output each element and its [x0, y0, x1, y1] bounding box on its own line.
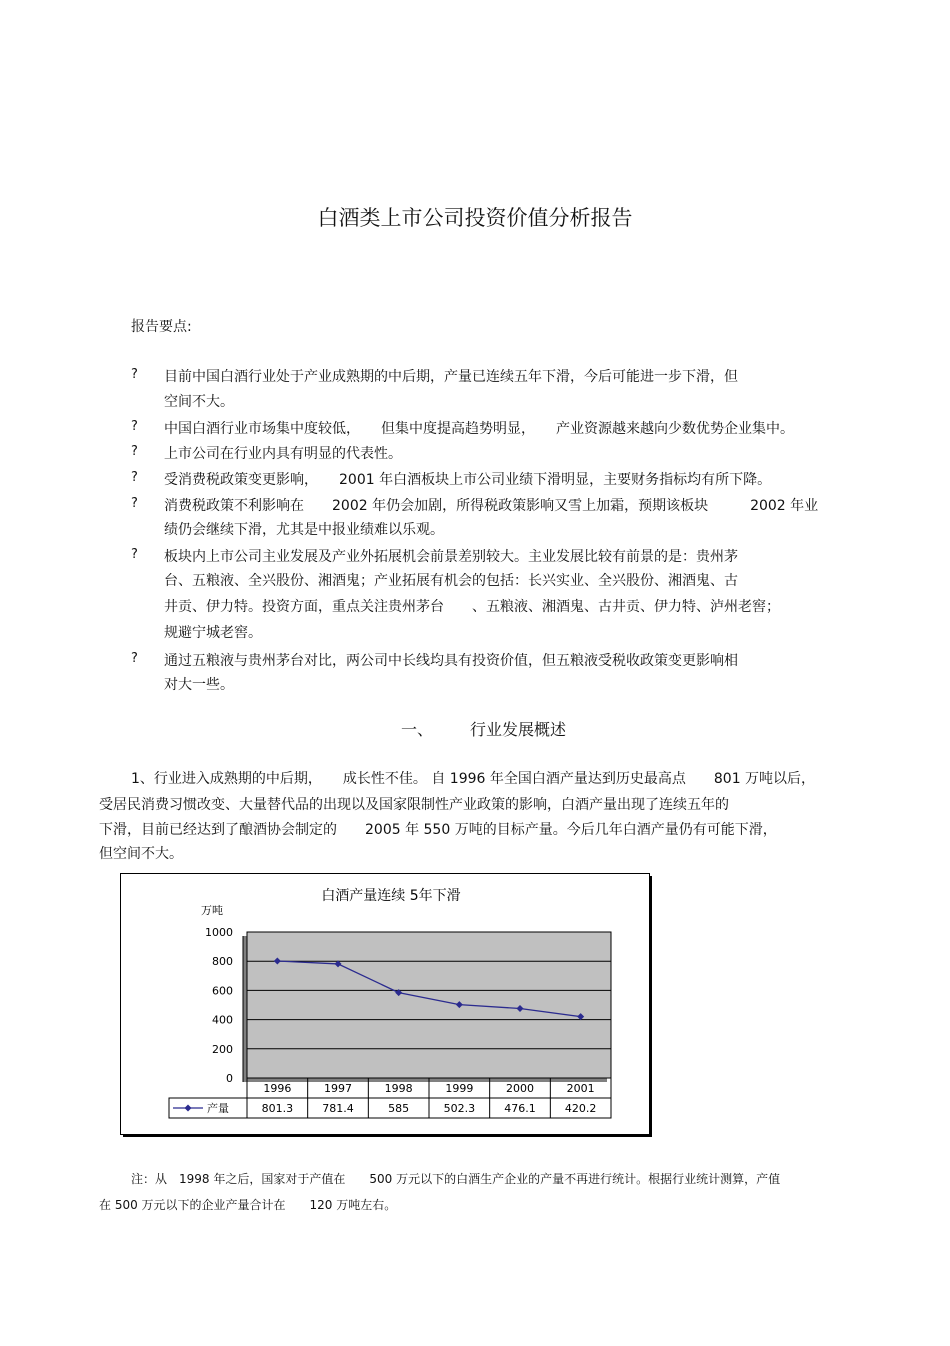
bullet-2-line-1: 中国白酒行业市场集中度较低， 但集中度提高趋势明显， 产业资源越来越向少数优势企业集中。 [164, 421, 794, 437]
data-label: 476.1 [504, 1102, 536, 1115]
document-title: 白酒类上市公司投资价值分析报告 [317, 206, 633, 230]
x-tick-label: 1997 [324, 1082, 352, 1095]
data-label: 801.3 [261, 1102, 294, 1115]
bullet-6-line-1: 板块内上市公司主业发展及产业外拓展机会前景差别较大。主业发展比较有前景的是：贵州茅 [164, 549, 738, 565]
bullet-1-line-1: 目前中国白酒行业处于产业成熟期的中后期，产量已连续五年下滑，今后可能进一步下滑，但 [164, 369, 738, 385]
bullet-4-line-1: 受消费税政策变更影响， 2001 年白酒板块上市公司业绩下滑明显，主要财务指标均有所下降。 [164, 472, 772, 488]
y-axis-unit-label: 万吨 [201, 904, 223, 917]
x-tick-label: 2000 [506, 1082, 534, 1095]
x-tick-label: 1999 [445, 1082, 474, 1095]
y-tick-label: 200 [212, 1042, 233, 1056]
paragraph-line-3: 下滑，目前已经达到了酿酒协会制定的 2005 年 550 万吨的目标产量。今后几年白酒产量仍有可能下滑， [99, 822, 777, 838]
chart-title: 白酒产量连续 5年下滑 [321, 888, 461, 904]
data-label: 502.3 [443, 1102, 476, 1115]
x-tick-label: 2001 [566, 1082, 595, 1095]
paragraph-line-4: 但空间不大。 [99, 846, 183, 862]
production-chart [120, 873, 650, 1135]
plot-area [205, 926, 611, 1085]
section-title: 行业发展概述 [470, 720, 567, 739]
bullet-marker: ? [131, 470, 138, 485]
plot-background [247, 932, 611, 1078]
bullet-3-line-1: 上市公司在行业内具有明显的代表性。 [164, 446, 402, 462]
paragraph-line-1: 1、行业进入成熟期的中后期， 成长性不佳。 自 1996 年全国白酒产量达到历史最高点 801 万吨以后， [131, 771, 816, 787]
x-tick-label: 1996 [263, 1082, 292, 1095]
data-label: 585 [388, 1102, 410, 1115]
bullet-marker: ? [131, 547, 138, 562]
legend-marker [185, 1105, 192, 1112]
legend-label: 产量 [207, 1102, 229, 1115]
y-tick-label: 800 [212, 955, 233, 969]
x-tick-label: 1998 [384, 1082, 413, 1095]
note-line-1: 注：从 1998 年之后，国家对于产值在 500 万元以下的白酒生产企业的产量不再进行统计。根据行业统计测算，产值 [131, 1172, 781, 1186]
paragraph-line-2: 受居民消费习惯改变、大量替代品的出现以及国家限制性产业政策的影响，白酒产量出现了连续五年的 [99, 797, 729, 813]
bullet-marker: ? [131, 496, 138, 511]
bullet-marker: ? [131, 444, 138, 459]
bullet-marker: ? [131, 367, 138, 382]
bullet-7-line-1: 通过五粮液与贵州茅台对比，两公司中长线均具有投资价值，但五粮液受税收政策变更影响相 [164, 653, 738, 669]
y-tick-label: 600 [212, 984, 233, 998]
bullet-marker: ? [131, 419, 138, 434]
bullet-6-line-3: 井贡、伊力特。投资方面，重点关注贵州茅台 、五粮液、湘酒鬼、古井贡、伊力特、泸州老窖； [164, 599, 780, 615]
note-line-2: 在 500 万元以下的企业产量合计在 120 万吨左右。 [99, 1198, 397, 1212]
bullet-6-line-2: 台、五粮液、全兴股份、湘酒鬼；产业拓展有机会的包括：长兴实业、全兴股份、湘酒鬼、古 [164, 573, 738, 589]
data-label: 781.4 [322, 1102, 354, 1115]
y-tick-label: 0 [226, 1072, 233, 1085]
section-number: 一、 [401, 720, 434, 739]
data-label: 420.2 [564, 1102, 597, 1115]
chart-canvas [121, 874, 649, 1134]
bullet-7-line-2: 对大一些。 [164, 677, 234, 693]
bullet-5-line-1: 消费税政策不利影响在 2002 年仍会加剧，所得税政策影响又雪上加霜，预期该板块 2002 年业 [164, 498, 819, 514]
summary-heading: 报告要点: [131, 319, 192, 335]
data-table [169, 1078, 611, 1118]
bullet-1-line-2: 空间不大。 [164, 394, 234, 410]
y-tick-label: 1000 [205, 926, 233, 939]
bullet-6-line-4: 规避宁城老窖。 [164, 625, 262, 641]
bullet-marker: ? [131, 651, 138, 666]
bullet-5-line-2: 绩仍会继续下滑，尤其是中报业绩难以乐观。 [164, 522, 444, 538]
y-tick-label: 400 [212, 1013, 233, 1027]
